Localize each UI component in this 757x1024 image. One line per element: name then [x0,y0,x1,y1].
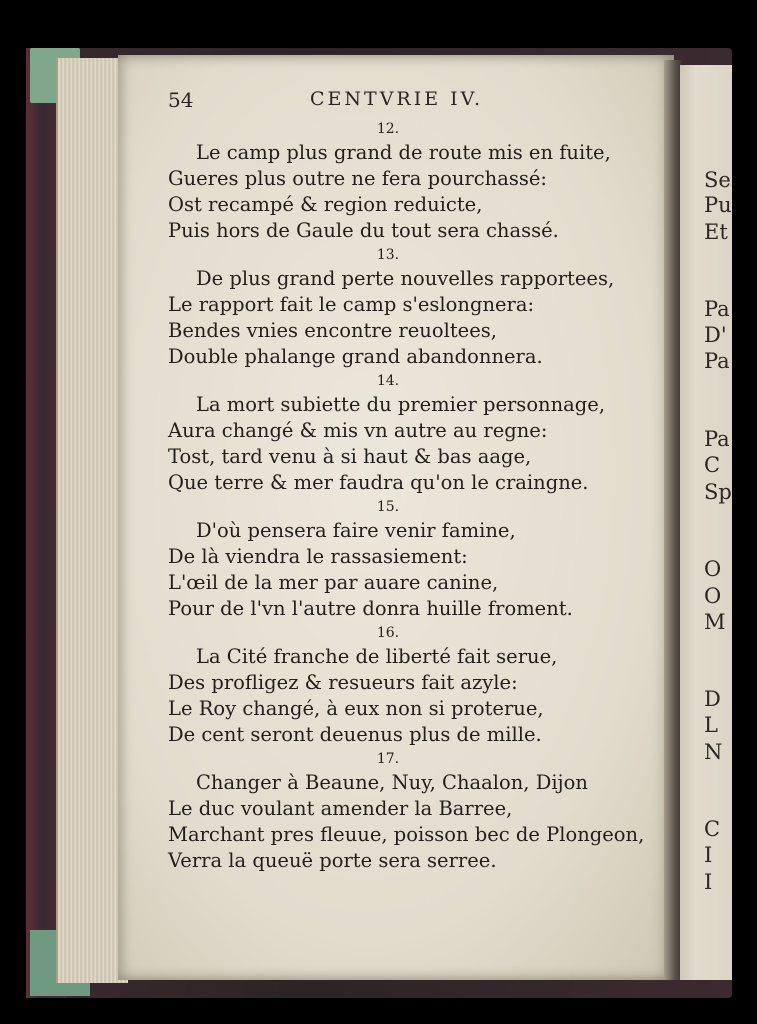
verse-line: La mort subiette du premier personnage, [196,393,606,416]
fragment: I [704,870,713,894]
verse-line: L'œil de la mer par auare canine, [168,571,499,594]
verse-line: La Cité franche de liberté fait serue, [196,645,558,668]
quatrain-number: 17. [376,751,400,767]
fragment: M [704,610,726,634]
verse-line: Tost, tard venu à si haut & bas aage, [168,445,532,468]
verse-line: Aura changé & mis vn autre au regne: [168,419,548,442]
quatrain-number: 16. [376,625,400,641]
fragment: Et [704,220,728,244]
facing-page-fragments [704,0,732,1024]
fragment: D [704,687,721,711]
fragment: Pa [704,427,730,451]
verse-line: Marchant pres fleuue, poisson bec de Plongeon, [168,823,645,846]
quatrain [168,622,668,748]
fragment: D' [704,323,727,347]
fragment: I [704,843,713,867]
fragment: L [704,713,718,737]
page-header [160,86,660,116]
verse-line: De là viendra le rassasiement: [168,545,468,568]
verse-line: Puis hors de Gaule du tout sera chassé. [168,219,559,242]
quatrain-list [168,118,668,874]
fragment: Pu [704,193,732,217]
verse-line: Le Roy changé, à eux non si proterue, [168,697,544,720]
verse-line: Le camp plus grand de route mis en fuite, [196,141,611,164]
verse-line: Ost recampé & region reduicte, [168,193,483,216]
quatrain [168,244,668,370]
quatrain [168,370,668,496]
fragment: Pa [704,349,730,373]
quatrain [168,496,668,622]
verse-line: Des profligez & resueurs fait azyle: [168,671,518,694]
fragment: C [704,453,721,477]
fragment: Sp [704,480,732,504]
running-title: CENTVRIE IV. [310,88,484,110]
fragment: Se [704,168,731,192]
fragment: Pa [704,297,730,321]
verse-line: De cent seront deuenus plus de mille. [168,723,542,746]
quatrain-number: 15. [376,499,400,515]
verse-line: Changer à Beaune, Nuy, Chaalon, Dijon [196,771,588,794]
fragment: C [704,817,721,841]
verse-line: Le duc voulant amender la Barree, [168,797,513,820]
quatrain-number: 14. [376,373,400,389]
verse-line: Bendes vnies encontre reuoltees, [168,319,497,342]
verse-line: Pour de l'vn l'autre donra huille froment. [168,597,573,620]
quatrain [168,118,668,244]
verse-line: Le rapport fait le camp s'eslongnera: [168,293,535,316]
verse-line: Gueres plus outre ne fera pourchassé: [168,167,547,190]
verse-line: De plus grand perte nouvelles rapportees, [196,267,615,290]
fragment: N [704,740,723,764]
quatrain [168,748,668,874]
verse-line: D'où pensera faire venir famine, [196,519,516,542]
quatrain-number: 13. [376,247,400,263]
verse-line: Double phalange grand abandonnera. [168,345,543,368]
verse-line: Que terre & mer faudra qu'on le craingne. [168,471,589,494]
page-number: 54 [168,88,194,112]
fragment: O [704,557,722,581]
fragment: O [704,584,722,608]
verse-line: Verra la queuë porte sera serree. [168,849,497,872]
quatrain-number: 12. [376,121,400,137]
